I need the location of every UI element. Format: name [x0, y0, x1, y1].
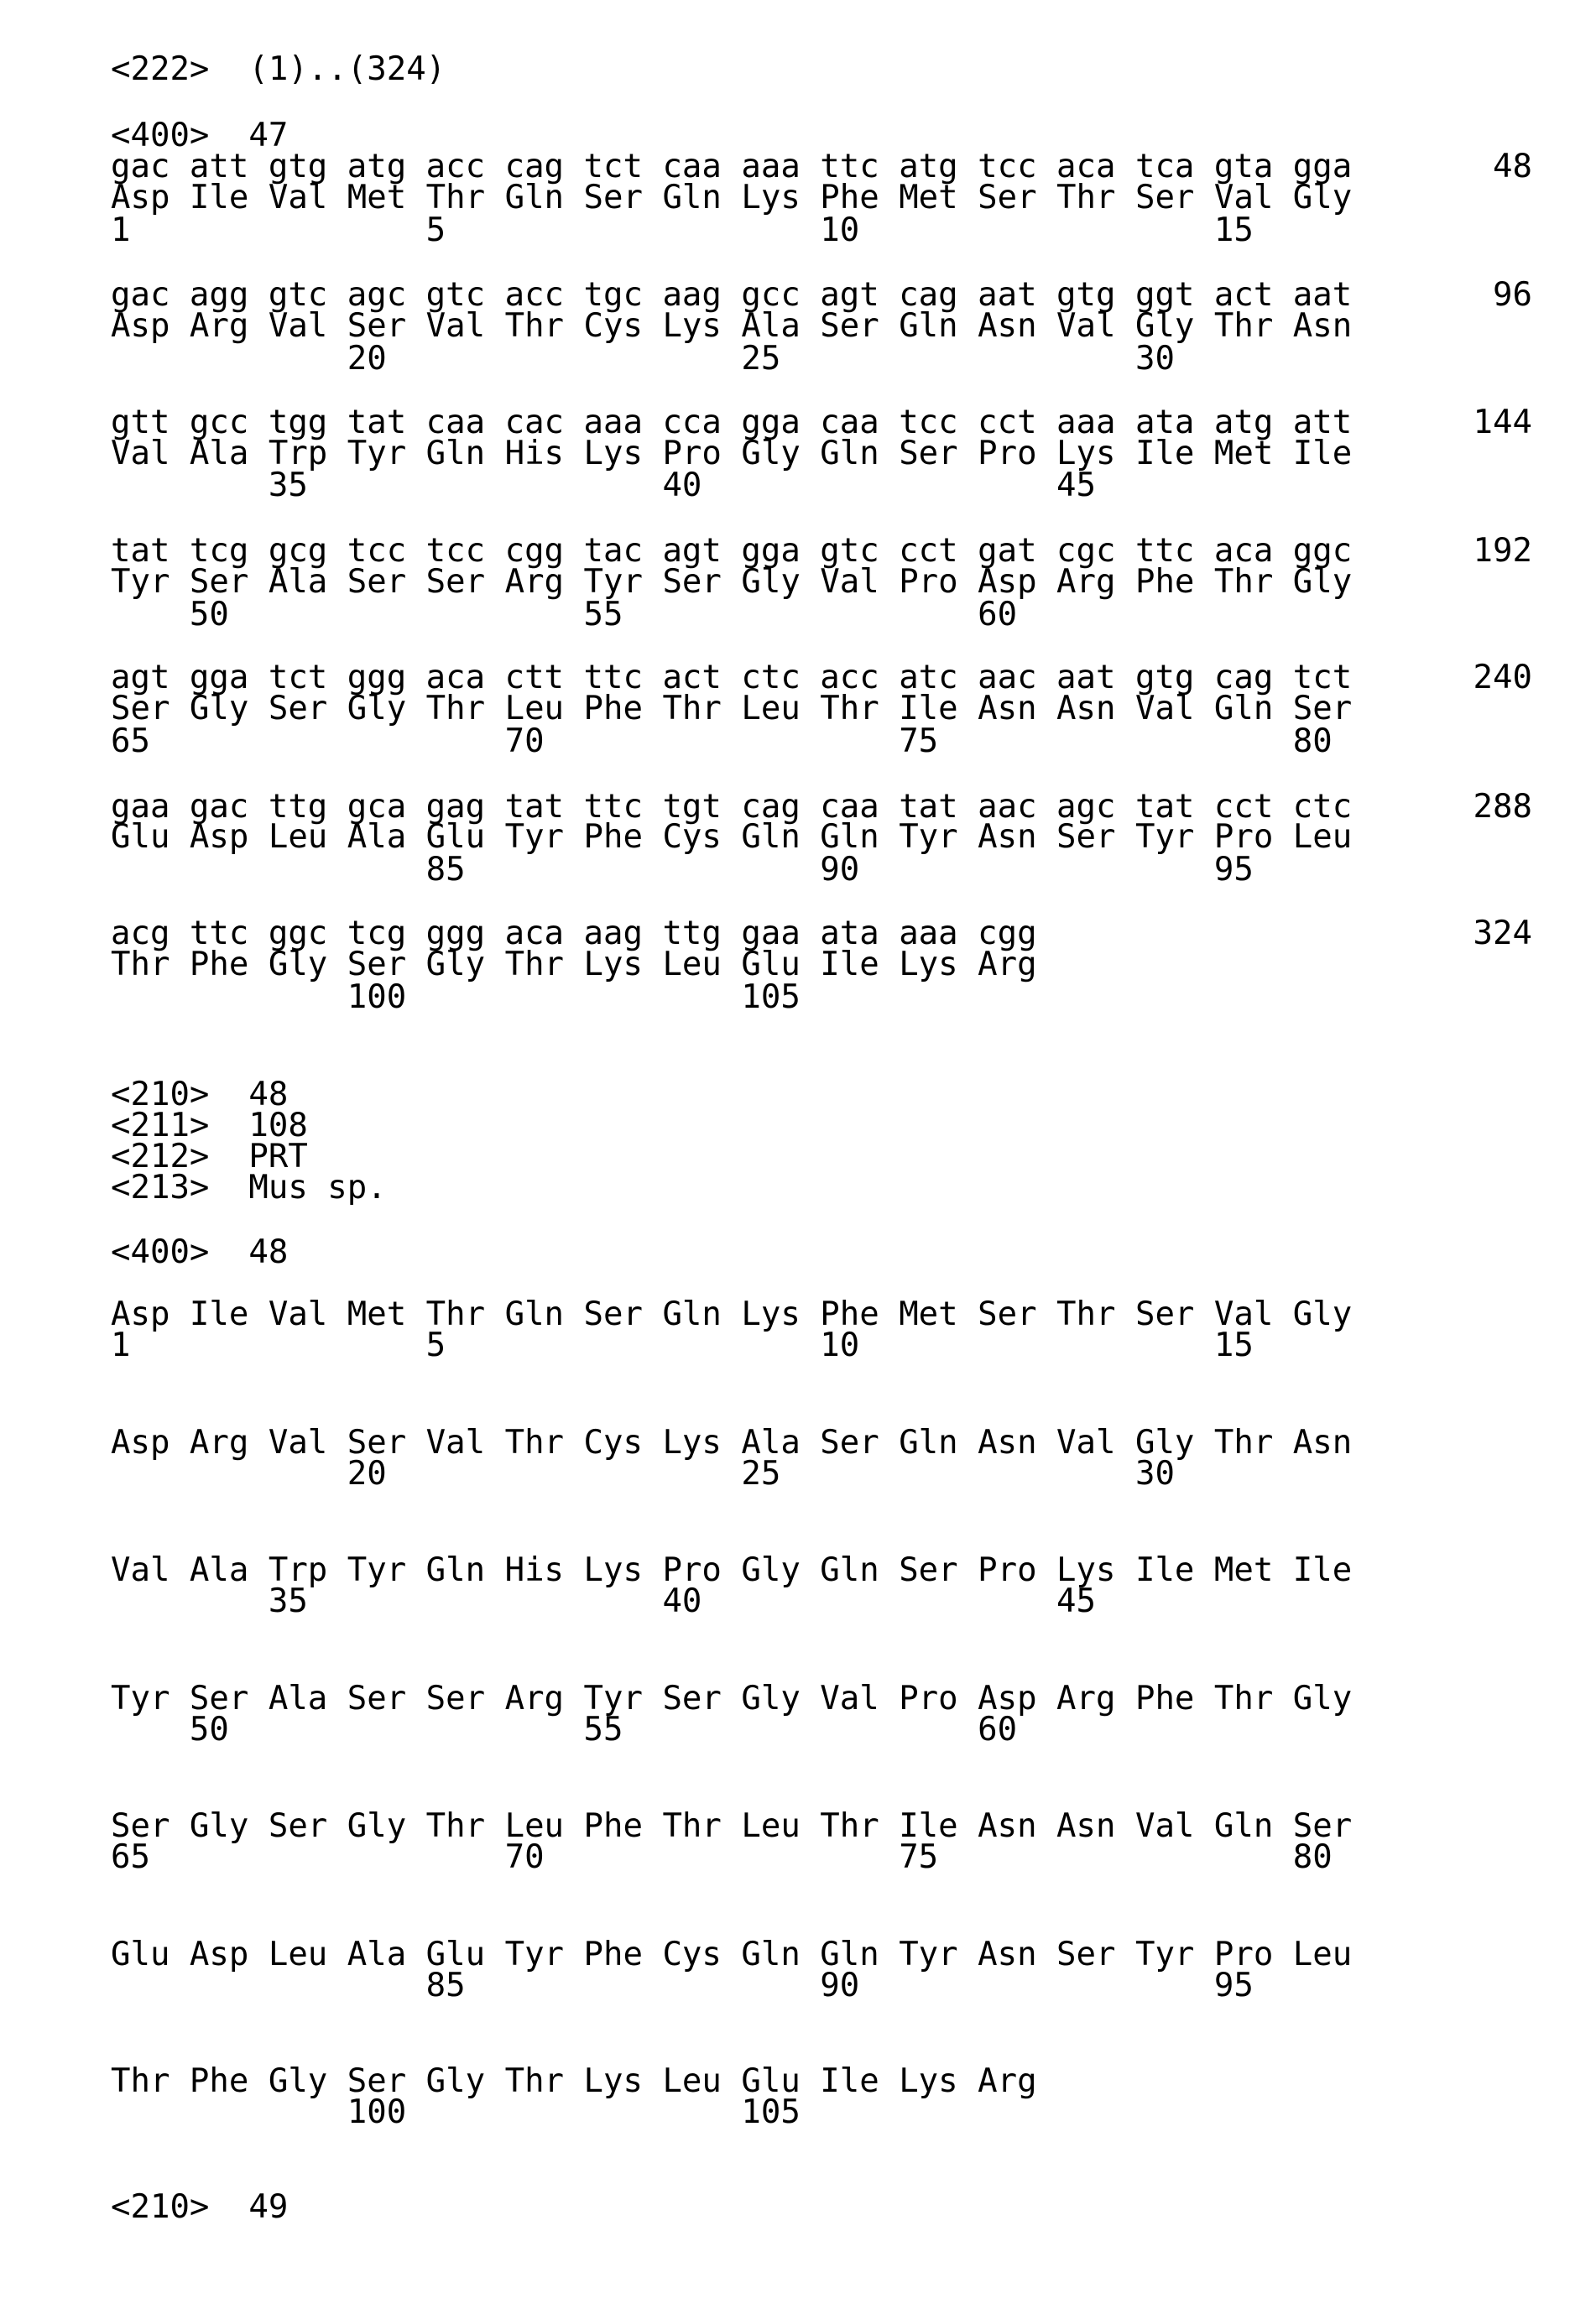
protein-amino-acid-line: Ser Gly Ser Gly Thr Leu Phe Thr Leu Thr Ile Asn Asn Val Gln Ser [111, 1811, 1352, 1843]
residue-number-line: 1 5 10 15 [111, 1330, 1254, 1362]
nucleotide-line: gac agg gtc agc gtc acc tgc aag gcc agt cag aat gtg ggt act aat [111, 279, 1352, 311]
feature-location: <222> (1)..(324) [111, 54, 446, 86]
sequence-header-48: <400> 48 [111, 1237, 288, 1269]
residue-number-line: 65 70 75 80 [111, 726, 1333, 758]
nucleotide-line: tat tcg gcg tcc tcc cgg tac agt gga gtc cct gat cgc ttc aca ggc [111, 535, 1352, 567]
residue-number-line: 100 105 [111, 2097, 801, 2129]
residue-number-line: 50 55 60 [111, 1714, 1017, 1746]
protein-amino-acid-line: Tyr Ser Ala Ser Ser Arg Tyr Ser Gly Val Pro Asp Arg Phe Thr Gly [111, 1683, 1352, 1715]
nucleotide-count: 96 [1493, 279, 1532, 311]
sequence-meta-line: <210> 48 [111, 1079, 288, 1111]
nucleotide-line: gaa gac ttg gca gag tat ttc tgt cag caa tat aac agc tat cct ctc [111, 791, 1352, 823]
protein-amino-acid-line: Thr Phe Gly Ser Gly Thr Lys Leu Glu Ile Lys Arg [111, 2066, 1037, 2098]
residue-number-line: 85 90 95 [111, 854, 1254, 886]
protein-amino-acid-line: Val Ala Trp Tyr Gln His Lys Pro Gly Gln Ser Pro Lys Ile Met Ile [111, 1555, 1352, 1587]
residue-number-line: 50 55 60 [111, 599, 1017, 631]
nucleotide-count: 192 [1473, 535, 1532, 567]
residue-number-line: 20 25 30 [111, 343, 1175, 375]
protein-amino-acid-line: Asp Arg Val Ser Val Thr Cys Lys Ala Ser Gln Asn Val Gly Thr Asn [111, 1427, 1352, 1459]
nucleotide-count: 240 [1473, 662, 1532, 694]
sequence-header-47: <400> 47 [111, 120, 288, 152]
sequence-meta-line: <212> PRT [111, 1141, 308, 1173]
nucleotide-count: 324 [1473, 918, 1532, 950]
amino-acid-line: Glu Asp Leu Ala Glu Tyr Phe Cys Gln Gln Tyr Asn Ser Tyr Pro Leu [111, 821, 1352, 853]
sequence-header-49: <210> 49 [111, 2192, 288, 2223]
nucleotide-count: 48 [1493, 151, 1532, 183]
nucleotide-line: gtt gcc tgg tat caa cac aaa cca gga caa tcc cct aaa ata atg att [111, 407, 1352, 439]
protein-amino-acid-line: Glu Asp Leu Ala Glu Tyr Phe Cys Gln Gln Tyr Asn Ser Tyr Pro Leu [111, 1939, 1352, 1971]
amino-acid-line: Ser Gly Ser Gly Thr Leu Phe Thr Leu Thr Ile Asn Asn Val Gln Ser [111, 693, 1352, 725]
residue-number-line: 20 25 30 [111, 1458, 1175, 1490]
residue-number-line: 35 40 45 [111, 470, 1096, 502]
residue-number-line: 85 90 95 [111, 1970, 1254, 2002]
nucleotide-count: 144 [1473, 407, 1532, 439]
residue-number-line: 100 105 [111, 982, 801, 1014]
amino-acid-line: Thr Phe Gly Ser Gly Thr Lys Leu Glu Ile Lys Arg [111, 949, 1037, 981]
nucleotide-line: acg ttc ggc tcg ggg aca aag ttg gaa ata aaa cgg [111, 918, 1037, 950]
residue-number-line: 1 5 10 15 [111, 215, 1254, 247]
residue-number-line: 65 70 75 80 [111, 1842, 1333, 1874]
amino-acid-line: Val Ala Trp Tyr Gln His Lys Pro Gly Gln Ser Pro Lys Ile Met Ile [111, 438, 1352, 470]
residue-number-line: 35 40 45 [111, 1586, 1096, 1618]
amino-acid-line: Tyr Ser Ala Ser Ser Arg Tyr Ser Gly Val Pro Asp Arg Phe Thr Gly [111, 566, 1352, 598]
protein-amino-acid-line: Asp Ile Val Met Thr Gln Ser Gln Lys Phe Met Ser Thr Ser Val Gly [111, 1299, 1352, 1331]
nucleotide-line: agt gga tct ggg aca ctt ttc act ctc acc atc aac aat gtg cag tct [111, 662, 1352, 694]
amino-acid-line: Asp Arg Val Ser Val Thr Cys Lys Ala Ser Gln Asn Val Gly Thr Asn [111, 310, 1352, 342]
sequence-meta-line: <213> Mus sp. [111, 1172, 387, 1204]
amino-acid-line: Asp Ile Val Met Thr Gln Ser Gln Lys Phe Met Ser Thr Ser Val Gly [111, 182, 1352, 214]
sequence-meta-line: <211> 108 [111, 1110, 308, 1142]
nucleotide-count: 288 [1473, 791, 1532, 823]
nucleotide-line: gac att gtg atg acc cag tct caa aaa ttc atg tcc aca tca gta gga [111, 151, 1352, 183]
